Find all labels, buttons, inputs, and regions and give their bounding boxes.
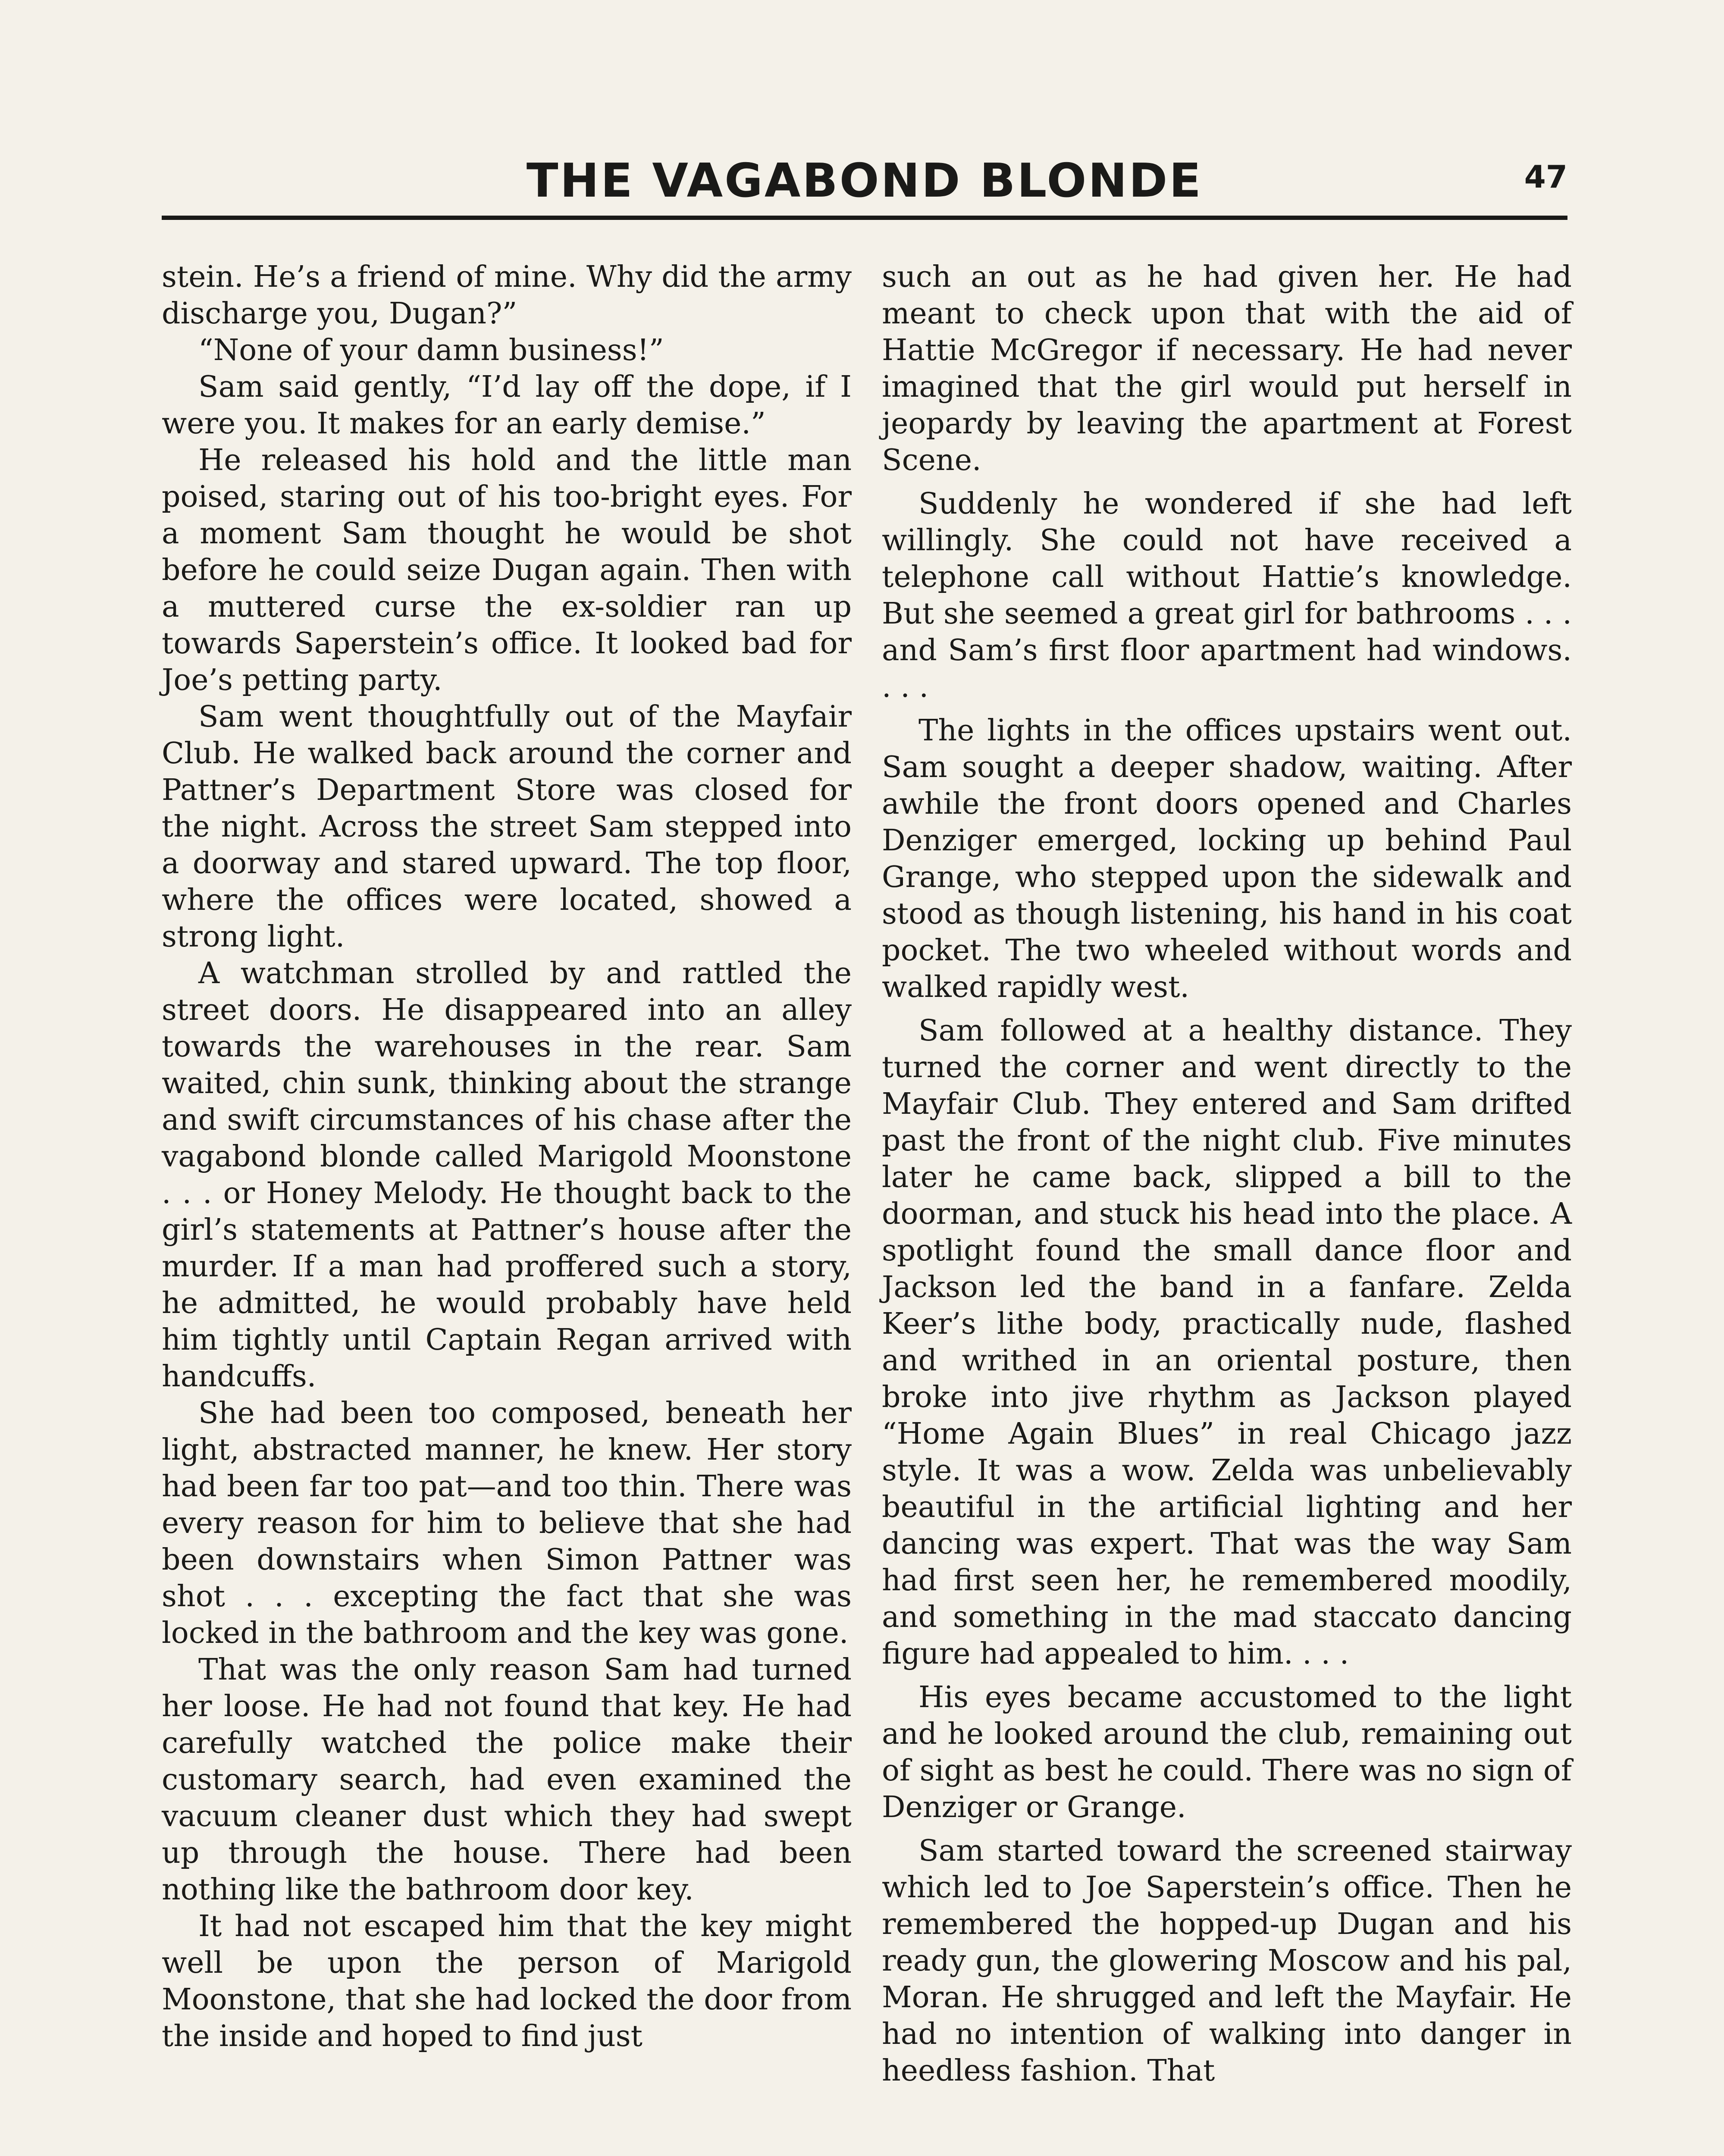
paragraph: That was the only reason Sam had turned her loose. He had not found that key. He had carefully watched the police make their customary search, had even examined the vacuum cleaner dust which they had swept up through the house. There had been nothing like the bathroom door key. bbox=[162, 1653, 852, 1907]
paragraph: Sam started toward the screened stairway which led to Joe Saperstein’s office. Then he remembered the hopped-up Dugan and his ready gun, the glowering Moscow and his pal, Moran. He shrugged and left the Mayfair. He had no intention of walking into danger in heedless fashion. That bbox=[882, 1834, 1572, 2088]
paragraph: It had not escaped him that the key might well be upon the person of Marigold Moonstone, that she had locked the door from the inside and hoped to find just bbox=[162, 1909, 852, 2053]
story-title: THE VAGABOND BLONDE bbox=[526, 154, 1203, 208]
paragraph: “None of your damn business!” bbox=[198, 333, 664, 367]
page-number: 47 bbox=[1524, 159, 1567, 195]
paragraph: Sam said gently, “I’d lay off the dope, if I were you. It makes for an early demise.” bbox=[162, 370, 852, 441]
paragraph: His eyes became accustomed to the light and he looked around the club, remaining out of sight as best he could. There was no sign of Denziger or Grange. bbox=[882, 1680, 1572, 1824]
paragraph: A watchman strolled by and rattled the street doors. He disappeared into an alley towards the warehouses in the rear. Sam waited, chin sunk, thinking about the strange and swift circumstances of his chase after the vagabond blonde called Marigold Moonstone . . . or Honey Melody. He thought back to the girl’s statements at Pattner’s house after the murder. If a man had proffered such a story, he admitted, he would probably have held him tightly until Captain Regan arrived with handcuffs. bbox=[162, 956, 852, 1394]
header-divider bbox=[162, 216, 1567, 220]
paragraph: She had been too composed, beneath her light, abstracted manner, he knew. Her story had been far too pat—and too thin. There was every reason for him to believe that she had been downstairs when Simon Pattner was shot . . . excepting the fact that she was locked in the bathroom and the key was gone. bbox=[162, 1396, 852, 1650]
paragraph: Sam went thoughtfully out of the Mayfair Club. He walked back around the corner and Pattner’s Department Store was closed for the night. Across the street Sam stepped into a doorway and stared upward. The top floor, where the offices were located, showed a strong light. bbox=[162, 700, 852, 954]
paragraph: Sam followed at a healthy distance. They turned the corner and went directly to the Mayfair Club. They entered and Sam drifted past the front of the night club. Five minutes later he came back, slipped a bill to the doorman, and stuck his head into the place. A spotlight found the small dance floor and Jackson led the band in a fanfare. Zelda Keer’s lithe body, practically nude, flashed and writhed in an oriental posture, then broke into jive rhythm as Jackson played “Home Again Blues” in real Chicago jazz style. It was a wow. Zelda was unbelievably beautiful in the artificial lighting and her dancing was expert. That was the way Sam had first seen her, he remembered moodily, and something in the mad staccato dancing figure had appealed to him. . . . bbox=[882, 1014, 1572, 1671]
page-header bbox=[162, 149, 1567, 213]
paragraph: Suddenly he wondered if she had left willingly. She could not have received a telephone call without Hattie’s knowledge. But she seemed a great girl for bathrooms . . . and Sam’s first floor apartment had windows. . . . bbox=[882, 487, 1572, 704]
paragraph: The lights in the offices upstairs went out. Sam sought a deeper shadow, waiting. After awhile the front doors opened and Charles Denziger emerged, locking up behind Paul Grange, who stepped upon the sidewalk and stood as though listening, his hand in his coat pocket. The two wheeled without words and walked rapidly west. bbox=[882, 714, 1572, 1004]
right-text-column bbox=[882, 259, 1572, 2156]
paragraph: such an out as he had given her. He had meant to check upon that with the aid of Hattie McGregor if necessary. He had never imagined that the girl would put herself in jeopardy by leaving the apartment at Forest Scene. bbox=[882, 260, 1572, 477]
paragraph: stein. He’s a friend of mine. Why did the army discharge you, Dugan?” bbox=[162, 260, 852, 331]
paragraph: He released his hold and the little man poised, staring out of his too-bright eyes. For a moment Sam thought he would be shot before he could seize Dugan again. Then with a muttered curse the ex-soldier ran up towards Saperstein’s office. It looked bad for Joe’s petting party. bbox=[162, 443, 852, 697]
left-text-column bbox=[162, 259, 852, 2156]
